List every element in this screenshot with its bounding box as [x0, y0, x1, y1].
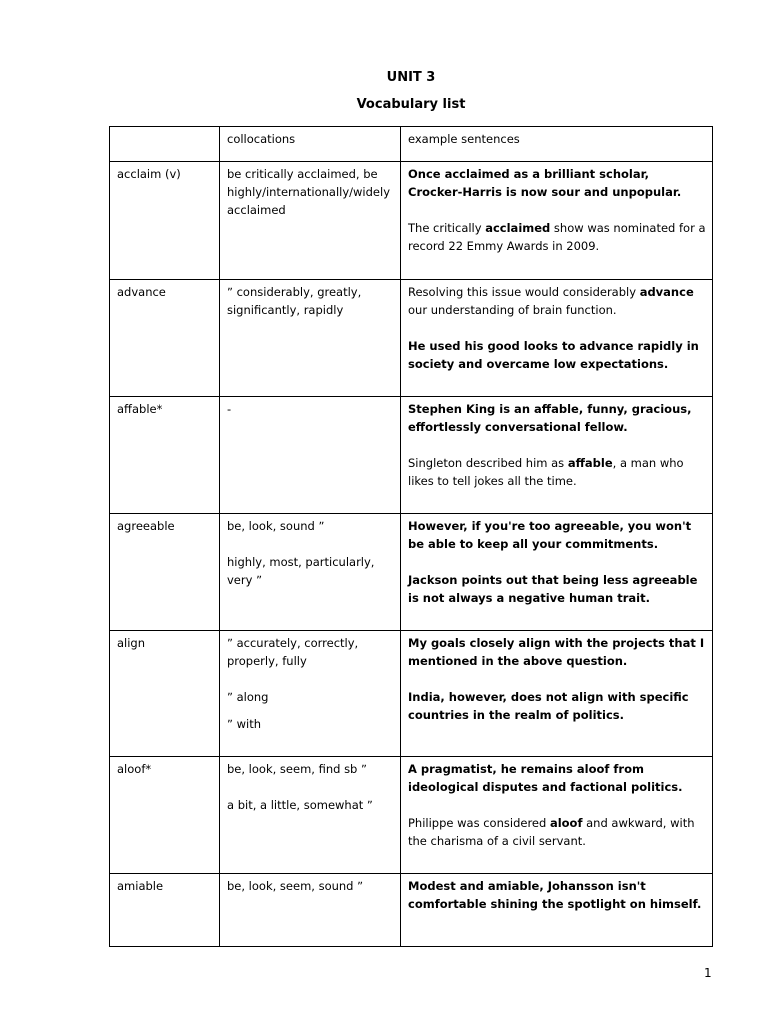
- example-sentence: The critically acclaimed show was nominated for a record 22 Emmy Awards in 2009.: [408, 221, 706, 253]
- collocations-cell: [220, 757, 401, 874]
- header-example-sentences: example sentences: [401, 127, 713, 162]
- collocations-cell: [220, 514, 401, 631]
- examples-cell: [401, 874, 713, 947]
- examples-cell: [401, 631, 713, 757]
- vocabulary-table: [109, 126, 713, 947]
- table-row: [110, 280, 713, 397]
- table-header-row: [110, 127, 713, 162]
- example-sentence: A pragmatist, he remains aloof from ideological disputes and factional politics.: [408, 762, 683, 794]
- word-cell: align: [110, 631, 220, 757]
- word-cell: affable*: [110, 397, 220, 514]
- collocation-text: ˮ considerably, greatly, significantly, rapidly: [227, 285, 362, 317]
- examples-cell: [401, 397, 713, 514]
- example-sentence: India, however, does not align with specific countries in the realm of politics.: [408, 690, 689, 722]
- examples-cell: [401, 280, 713, 397]
- table-row: [110, 757, 713, 874]
- header-collocations: collocations: [220, 127, 401, 162]
- example-sentence: However, if you're too agreeable, you won't be able to keep all your commitments.: [408, 519, 692, 551]
- example-sentence: Jackson points out that being less agreeable is not always a negative human trait.: [408, 573, 698, 605]
- vocabulary-list-title: Vocabulary list: [356, 97, 466, 112]
- table-row: [110, 631, 713, 757]
- examples-cell: [401, 757, 713, 874]
- word-cell: aloof*: [110, 757, 220, 874]
- collocations-cell: [220, 397, 401, 514]
- examples-cell: [401, 162, 713, 280]
- collocation-text: ˮ along: [227, 690, 269, 704]
- example-sentence: He used his good looks to advance rapidly in society and overcame low expectations.: [408, 339, 699, 371]
- collocation-text: ˮ with: [227, 717, 262, 731]
- word-cell: acclaim (v): [110, 162, 220, 280]
- collocation-text: be, look, seem, find sb ˮ: [227, 762, 367, 776]
- collocation-text: be critically acclaimed, be highly/internationally/widely acclaimed: [227, 167, 390, 217]
- collocations-cell: [220, 631, 401, 757]
- page-number: 1: [704, 966, 712, 980]
- word-cell: advance: [110, 280, 220, 397]
- word-cell: agreeable: [110, 514, 220, 631]
- table-row: [110, 874, 713, 947]
- collocation-text: be, look, sound ˮ: [227, 519, 325, 533]
- example-sentence: Stephen King is an affable, funny, gracious, effortlessly conversational fellow.: [408, 402, 692, 434]
- collocations-cell: [220, 280, 401, 397]
- collocations-cell: [220, 162, 401, 280]
- example-sentence: Modest and amiable, Johansson isn't comfortable shining the spotlight on himself.: [408, 879, 702, 911]
- table-row: [110, 162, 713, 280]
- collocation-text: ˮ accurately, correctly, properly, fully: [227, 636, 359, 668]
- example-sentence: Singleton described him as affable, a man who likes to tell jokes all the time.: [408, 456, 684, 488]
- word-cell: amiable: [110, 874, 220, 947]
- collocation-text: a bit, a little, somewhat ˮ: [227, 798, 373, 812]
- collocation-text: be, look, seem, sound ˮ: [227, 879, 364, 893]
- example-sentence: My goals closely align with the projects that I mentioned in the above question.: [408, 636, 705, 668]
- examples-cell: [401, 514, 713, 631]
- collocation-text: -: [227, 402, 232, 416]
- header-word: [110, 127, 220, 162]
- unit-title: UNIT 3: [386, 70, 436, 85]
- example-sentence: Philippe was considered aloof and awkward, with the charisma of a civil servant.: [408, 816, 695, 848]
- example-sentence: Resolving this issue would considerably advance our understanding of brain function.: [408, 285, 694, 317]
- table-row: [110, 514, 713, 631]
- collocation-text: highly, most, particularly, very ˮ: [227, 555, 375, 587]
- table-row: [110, 397, 713, 514]
- collocations-cell: [220, 874, 401, 947]
- example-sentence: Once acclaimed as a brilliant scholar, Crocker-Harris is now sour and unpopular.: [408, 167, 682, 199]
